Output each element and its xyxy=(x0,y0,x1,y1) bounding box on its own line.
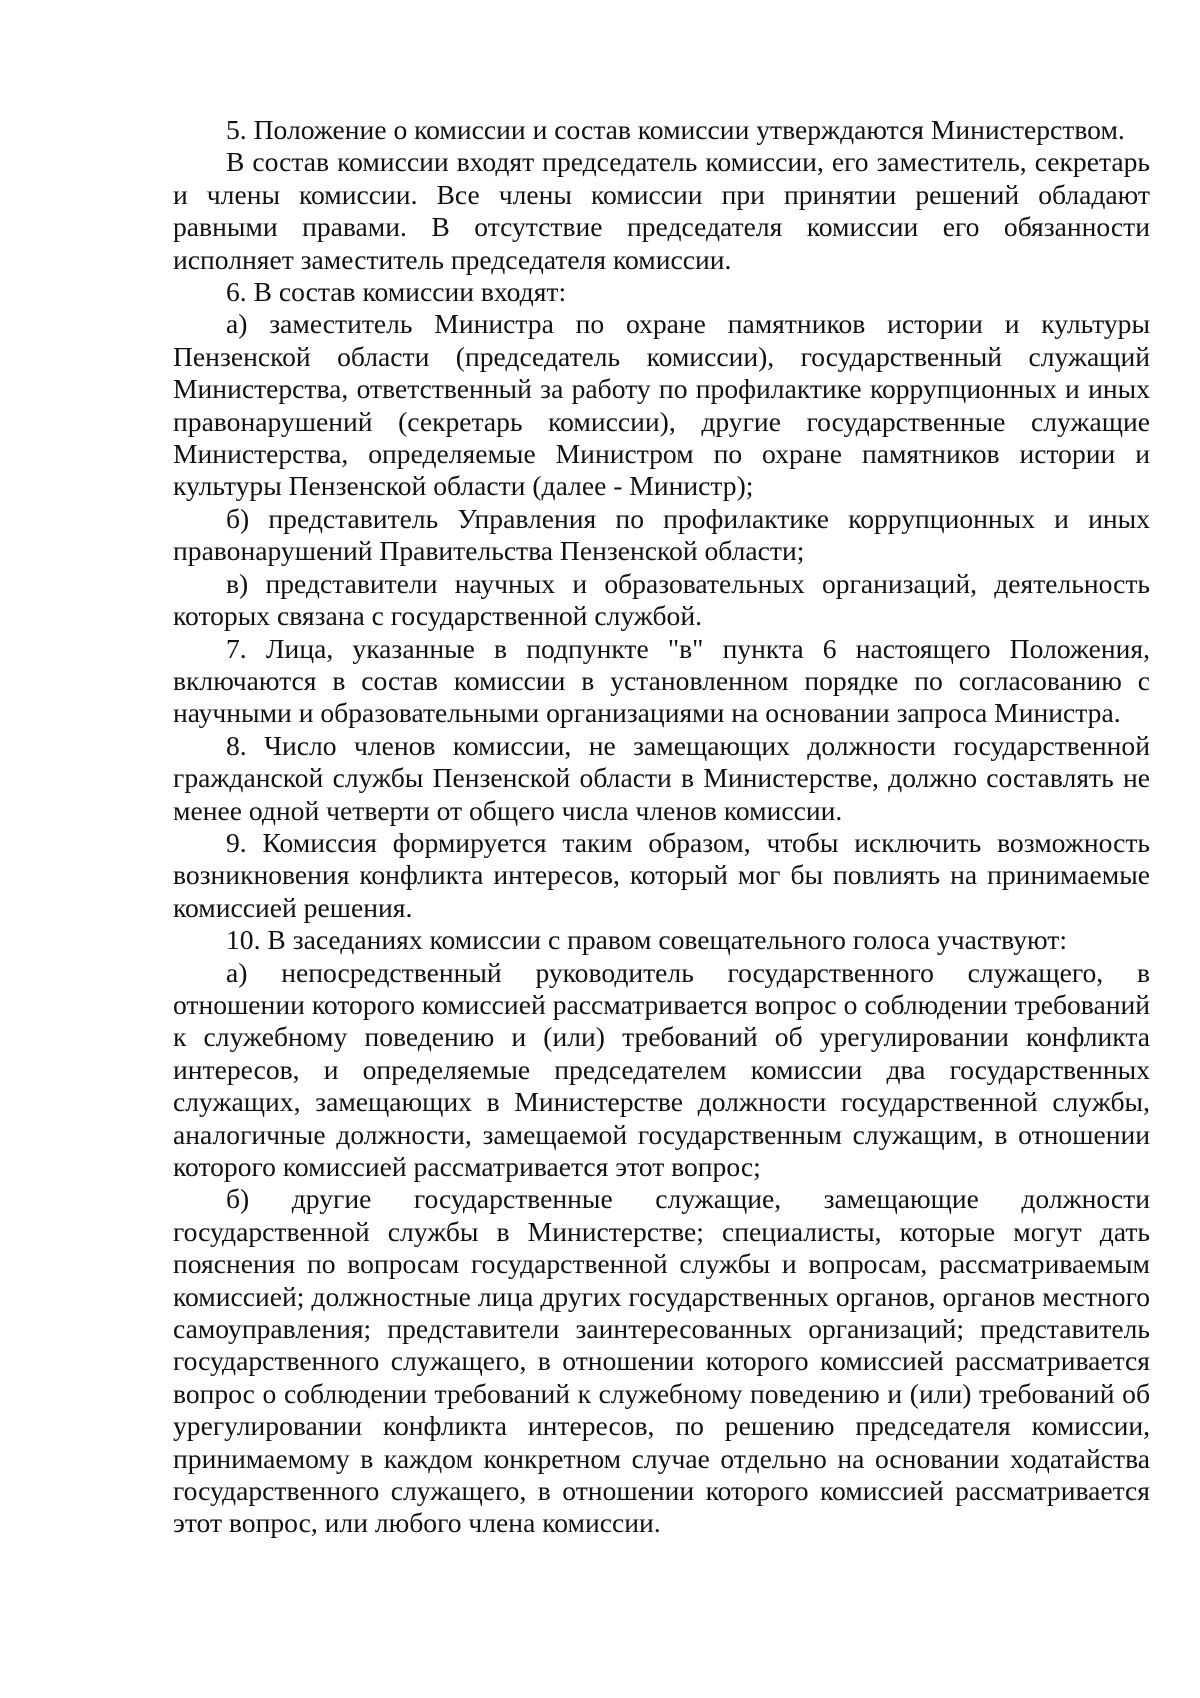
paragraph-10: 10. В заседаниях комиссии с правом совещательного голоса участвуют: xyxy=(226,924,1068,956)
paragraph-5: 5. Положение о комиссии и состав комиссии утверждаются Министерством. xyxy=(226,114,1125,145)
paragraph-7: 7. Лица, указанные в подпункте "в" пункта 6 настоящего Положения, включаются в состав комиссии в установленном порядке по согласованию с научными и образовательными организациями на основании запроса Министра. xyxy=(173,632,1150,729)
paragraph-10-item-a: а) непосредственный руководитель государственного служащего, в отношении которого комиссией рассматривается вопрос о соблюдении требований к служебному поведению и (или) требований об урегулировании конфликта интересов, и определяемые председателем комиссии два государственных служащих, замещающих в Министерстве должности государственной службы, аналогичные должности, замещаемой государственным служащим, в отношении которого комиссией рассматривается этот вопрос; xyxy=(173,956,1150,1182)
paragraph-10-item-b: б) другие государственные служащие, замещающие должности государственной службы в Министерстве; специалисты, которые могут дать пояснения по вопросам государственной службы и вопросам, рассматриваемым комиссией; должностные лица других государственных органов, органов местного самоуправления; представители заинтересованных организаций; представитель государственного служащего, в отношении которого комиссией рассматривается вопрос о соблюдении требований к служебному поведению и (или) требований об урегулировании конфликта интересов, по решению председателя комиссии, принимаемому в каждом конкретном случае отдельно на основании ходатайства государственного служащего, в отношении которого комиссией рассматривается этот вопрос, или любого члена комиссии. xyxy=(173,1183,1150,1539)
paragraph-5-composition: В состав комиссии входят председатель комиссии, его заместитель, секретарь и члены комиссии. Все члены комиссии при принятии решений обладают равными правами. В отсутствие председателя комиссии его обязанности исполняет заместитель председателя комиссии. xyxy=(173,146,1150,275)
paragraph-6-item-v: в) представители научных и образовательных организаций, деятельность которых связана с государственной службой. xyxy=(173,567,1150,632)
paragraph-6-item-a: а) заместитель Министра по охране памятников истории и культуры Пензенской области (председатель комиссии), государственный служащий Министерства, ответственный за работу по профилактике коррупционных и иных правонарушений (секретарь комиссии), другие государственные служащие Министерства, определяемые Министром по охране памятников истории и культуры Пензенской области (далее - Министр); xyxy=(173,308,1150,502)
paragraph-8: 8. Число членов комиссии, не замещающих должности государственной гражданской службы Пензенской области в Министерстве, должно составлять не менее одной четверти от общего числа членов комиссии. xyxy=(173,729,1150,826)
document-body xyxy=(173,114,1150,1540)
paragraph-6: 6. В состав комиссии входят: xyxy=(226,276,567,308)
paragraph-9: 9. Комиссия формируется таким образом, чтобы исключить возможность возникновения конфликта интересов, который мог бы повлиять на принимаемые комиссией решения. xyxy=(173,826,1150,923)
paragraph-6-item-b: б) представитель Управления по профилактике коррупционных и иных правонарушений Правительства Пензенской области; xyxy=(173,502,1150,567)
